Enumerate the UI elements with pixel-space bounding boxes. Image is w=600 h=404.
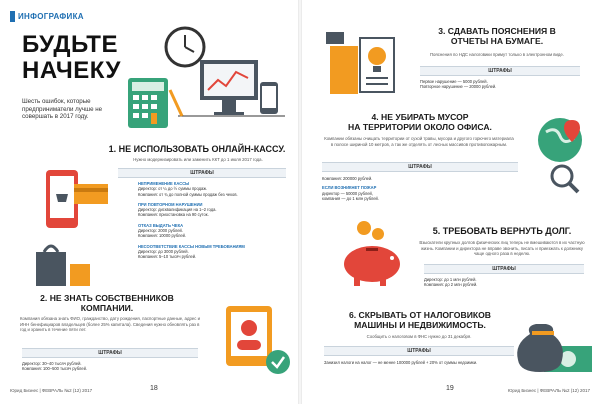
fine-line: Повторное нарушение — 20000 рублей. (420, 84, 497, 90)
fine-line: Занизил налоги на налог — не менее 100000 рублей + 20% от суммы недоимки. (324, 360, 478, 365)
online-profile-illustration (206, 298, 294, 380)
section3-desc: Пояснения по НДС налоговики примут только в электронном виде. (429, 52, 565, 57)
section4-title-line1: 4. НЕ УБИРАТЬ МУСОР (371, 112, 469, 122)
section2-fines (22, 361, 198, 372)
fine-heading: ПРИ ПОВТОРНОМ НАРУШЕНИИ (138, 201, 203, 207)
piggy-bank-illustration (324, 214, 420, 294)
section6-fines (324, 360, 514, 365)
fine-line: Компания: 200000 рублей. (322, 176, 373, 181)
office-illustration (120, 20, 290, 140)
fine-heading: ОТКАЗ ВЫДАТЬ ЧЕКА (138, 222, 184, 228)
section1-fines-label: ШТРАФЫ (118, 168, 286, 178)
fine-line: Компания: до 2 млн рублей. (424, 282, 478, 288)
fine-line: Директор: дисквалификация на 1–2 года. (138, 207, 217, 213)
calculator-icon (128, 78, 168, 128)
section2-title-line1: 2. НЕ ЗНАТЬ СОБСТВЕННИКОВ (40, 293, 174, 303)
fine-line: компания — до 1 млн рублей. (322, 195, 379, 201)
section1-fines (138, 181, 288, 260)
footer-left: Юрид Бизнес | ФЕВРАЛЬ №2 (12) 2017 (10, 388, 93, 393)
section3-title-line1: 3. СДАВАТЬ ПОЯСНЕНИЯ В (438, 26, 556, 36)
phone-payment-illustration (24, 168, 114, 238)
section1-title: 1. НЕ ИСПОЛЬЗОВАТЬ ОНЛАЙН-КАССУ. (108, 144, 286, 154)
section5-desc: Взыскатели крупных долгов физических лиц теперь не вмешиваются в их частную жизнь. Компании и директора не вправе звонить, писать и приезжать к должнику чаще одного раза в неделю. (419, 240, 585, 257)
pen-icon (170, 90, 182, 116)
main-title-line1: БУДЬТЕ (22, 31, 118, 58)
shopping-bag-icon (30, 240, 100, 290)
section4-title (320, 112, 520, 132)
section1-desc: Нужно модернизировать или заменить ККТ до 1 июля 2017 года. (133, 157, 263, 162)
fine-line: Директор: 30–40 тысяч рублей. (22, 361, 82, 366)
fine-heading: ЕСЛИ ВОЗНИКНЕТ ПОЖАР (322, 185, 377, 191)
section4-fines-label: ШТРАФЫ (322, 162, 518, 172)
fine-line: Директор: 2000 рублей. (138, 228, 183, 234)
page-number-right: 19 (446, 385, 454, 392)
fine-line: Директор: до 3000 рублей. (138, 248, 189, 254)
section3-fines (420, 79, 580, 90)
fine-line: Компания: приостановка на 90 суток. (138, 212, 209, 218)
rubric (10, 10, 84, 22)
fine-line: Компания: 100–500 тысяч рублей. (22, 366, 88, 372)
fine-line: Компания: от ¾ до полной суммы продаж без чеков. (138, 191, 238, 197)
clock-icon (166, 28, 204, 66)
fine-heading: НЕСООТВЕТСТВИЕ КАССЫ НОВЫМ ТРЕБОВАНИЯМ (138, 243, 245, 249)
section5-fines (424, 277, 584, 288)
section2-title-line2: КОМПАНИИ. (80, 303, 134, 313)
rubric-bar (10, 11, 15, 22)
fine-line: Директор: от ¼ до ½ суммы продаж. (138, 186, 208, 192)
section3-title (412, 26, 582, 46)
section3-title-line2: ОТЧЕТЫ НА БУМАГЕ. (450, 36, 544, 46)
section4-title-line2: НА ТЕРРИТОРИИ ОКОЛО ОФИСА. (348, 122, 492, 132)
section3-fines-label: ШТРАФЫ (420, 66, 580, 76)
intro-text: Шесть ошибок, которые предприниматели лучше не совершать в 2017 году. (22, 98, 103, 121)
fine-line: Компания: 5–10 тысяч рублей. (138, 254, 197, 260)
section6-title-line1: 6. СКРЫВАТЬ ОТ НАЛОГОВИКОВ (348, 310, 492, 320)
section4-desc: Компании обязаны очищать территории от сухой травы, мусора и другого горючего материала в полосе шириной 10 метров, а так же отделять от лесных массивов противопожарным. (324, 136, 514, 147)
section6-fines-label: ШТРАФЫ (324, 346, 514, 356)
fine-line: Директор: до 1 млн рублей. (424, 277, 477, 282)
rubric-label: ИНФОГРАФИКА (18, 11, 84, 21)
right-page (300, 0, 600, 404)
main-title-line2: НАЧЕКУ (22, 57, 121, 84)
section5-fines-label: ШТРАФЫ (424, 264, 584, 274)
fine-heading: НЕПРИМЕНЕНИЕ КАССЫ (138, 181, 190, 186)
page-number-left: 18 (150, 385, 158, 392)
section5-title: 5. ТРЕБОВАТЬ ВЕРНУТЬ ДОЛГ. (432, 226, 572, 236)
section2-title (22, 293, 192, 313)
section4-fines (322, 176, 518, 201)
fine-line: Первое нарушение — 5000 рублей. (420, 79, 488, 84)
section6-title (320, 310, 520, 330)
section6-desc: Сообщить о налоговом в ФНС нужно до 31 декабря. (366, 334, 472, 339)
section2-desc: Компания обязана знать ФИО, гражданство, дату рождения, паспортные данные, адрес и ИНН бенефициаров владельцев (более 25% капитала). Сведения нужно обновлять раз в год и хранить в течение пяти лет. (20, 316, 200, 333)
documents-lightbulb-illustration (320, 22, 412, 102)
section2-fines-label: ШТРАФЫ (22, 348, 198, 358)
section6-title-line2: МАШИНЫ И НЕДВИЖИМОСТЬ. (354, 320, 486, 330)
fine-line: Компания: 10000 рублей. (138, 233, 187, 239)
phone-icon (260, 82, 278, 114)
money-bag-illustration (512, 304, 598, 384)
fine-line: директор — 50000 рублей, (322, 190, 373, 196)
footer-right: Юрид Бизнес | ФЕВРАЛЬ №2 (12) 2017 (507, 388, 590, 393)
globe-magnifier-illustration (522, 110, 598, 200)
